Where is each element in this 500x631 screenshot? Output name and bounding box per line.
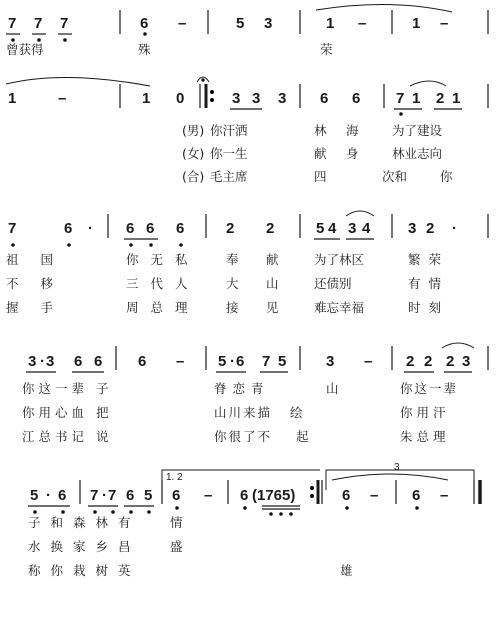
note: 6 [58, 487, 67, 504]
octave-dot [400, 113, 403, 116]
dash: – [364, 353, 373, 370]
notation-row [28, 462, 480, 515]
lyric: 你这一辈 [400, 381, 459, 396]
dot: · [88, 220, 93, 237]
octave-dot [346, 507, 349, 510]
lyric: 殊 [138, 42, 151, 57]
dash: – [440, 15, 449, 32]
note: 2 [266, 220, 275, 237]
lyric: 你很了不 [214, 429, 273, 444]
note: 6 [146, 220, 155, 237]
lyric: 绘 [290, 405, 303, 420]
note: 6 [64, 220, 73, 237]
system-5 [28, 462, 480, 578]
dash: – [58, 90, 67, 107]
notation-row [26, 343, 488, 372]
lyric: 你这一辈 [22, 381, 89, 396]
notation-row [6, 4, 488, 41]
system-3 [6, 211, 488, 315]
lyric: 林 [314, 123, 327, 138]
note: 7 [8, 15, 17, 32]
note: 7 [108, 487, 117, 504]
lyric: 身 [346, 146, 359, 161]
lyric-row-3 [182, 169, 453, 184]
dash: – [176, 353, 185, 370]
note: 6 [352, 90, 361, 107]
part-label: (合) [182, 169, 205, 184]
dot: · [452, 220, 457, 237]
system-1 [6, 4, 488, 57]
lyric-row-3 [6, 300, 449, 315]
lyric: 你无私 [126, 252, 200, 267]
note: 3 [28, 353, 37, 370]
tie-slur [6, 77, 150, 86]
dot: · [102, 487, 107, 504]
lyric: 还债别 [314, 276, 352, 291]
lyric: 不移 [6, 276, 76, 291]
lyric: 把 [96, 405, 109, 420]
lyric: 江总书记 [22, 429, 89, 444]
lyric-row-1 [6, 42, 333, 57]
dot: · [40, 353, 45, 370]
tie-slur [332, 474, 448, 480]
notation-row [6, 77, 488, 115]
lyric: 毛主席 [210, 169, 248, 184]
tie-slur [316, 4, 452, 12]
lyric: 祖国 [6, 252, 76, 267]
lyric: 见 [266, 300, 279, 315]
note: 5 [218, 353, 227, 370]
note: 6 [138, 353, 147, 370]
lyric: 水换家乡昌 [28, 539, 141, 554]
octave-dot [244, 507, 247, 510]
lyric: 曾获得 [6, 42, 44, 57]
note: 7 [8, 220, 17, 237]
note: 2 [406, 353, 415, 370]
note: 3 [348, 220, 357, 237]
lyric: 繁荣 [408, 252, 450, 267]
lyric: 称你栽树英 [28, 563, 141, 578]
lyric: 林业志向 [392, 146, 443, 161]
fermata-dot [202, 79, 204, 81]
note: 2 [426, 220, 435, 237]
note: 6 [412, 487, 421, 504]
lyric: 盛 [170, 539, 183, 554]
lyric: 为了建设 [392, 123, 443, 138]
lyric: 周总理 [126, 300, 200, 315]
note: 1 [326, 15, 335, 32]
lyric: 献 [266, 252, 279, 267]
octave-dot [12, 39, 15, 42]
volta-label: 1. 2 [166, 472, 183, 483]
lyric-row-1 [22, 381, 458, 396]
dash: – [370, 487, 379, 504]
dash: – [204, 487, 213, 504]
note: 5 [316, 220, 325, 237]
note: 3 [278, 90, 287, 107]
octave-dot [176, 507, 179, 510]
octave-dot [12, 244, 15, 247]
lyric: 三代人 [126, 276, 200, 291]
note: 3 [232, 90, 241, 107]
lyric: 时刻 [408, 300, 450, 315]
note: 7 [90, 487, 99, 504]
rest: 0 [176, 90, 185, 107]
note: 7 [262, 353, 271, 370]
note: 3 [462, 353, 471, 370]
part-label: (男) [182, 123, 205, 138]
tie-slur [346, 211, 374, 216]
lyric: 荣 [320, 42, 333, 57]
lyric: 为了林区 [314, 252, 365, 267]
note: 6 [342, 487, 351, 504]
note: 3 [408, 220, 417, 237]
note: 6 [176, 220, 185, 237]
octave-dot [280, 513, 283, 516]
repeat-dot [210, 98, 213, 101]
lyric-row-2 [182, 146, 442, 161]
system-2 [6, 77, 488, 184]
note: 1 [412, 15, 421, 32]
octave-dot [34, 511, 37, 514]
lyric-row-3 [22, 429, 450, 444]
octave-dot [130, 511, 133, 514]
note: 2 [436, 90, 445, 107]
note: 5 [30, 487, 39, 504]
repeat-dot [310, 486, 313, 489]
note: 3 [264, 15, 273, 32]
octave-dot [270, 513, 273, 516]
note: 6 [172, 487, 181, 504]
lyric-row-1 [182, 123, 443, 138]
lyric: 子和森林有 [28, 515, 141, 530]
lyric-row-2 [28, 539, 183, 554]
note: 4 [328, 220, 337, 237]
tie-slur [442, 343, 474, 348]
octave-dot [64, 39, 67, 42]
dash: – [358, 15, 367, 32]
note: 5 [278, 353, 287, 370]
lyric: 说 [96, 429, 109, 444]
dot: · [230, 353, 235, 370]
note: 2 [446, 353, 455, 370]
lyric: 握手 [6, 300, 76, 315]
note: 6 [320, 90, 329, 107]
lyric: 你一生 [210, 146, 248, 161]
octave-dot [94, 511, 97, 514]
note: 1 [412, 90, 421, 107]
octave-dot [180, 244, 183, 247]
lyric-row-3 [28, 563, 353, 578]
note: 6 [74, 353, 83, 370]
lyric: 起 [296, 429, 309, 444]
note: 1 [8, 90, 17, 107]
part-label: (女) [182, 146, 205, 161]
lyric: 接 [226, 300, 239, 315]
note: 7 [396, 90, 405, 107]
tie-slur [410, 81, 446, 86]
note: 3 [252, 90, 261, 107]
octave-dot [68, 244, 71, 247]
notation-row [8, 211, 488, 246]
lyric: 脊恋青 [214, 381, 270, 396]
note: 6 [236, 353, 245, 370]
lyric: 雄 [340, 563, 353, 578]
octave-dot [148, 511, 151, 514]
lyric: 朱总理 [400, 429, 450, 444]
lyric-row-1 [28, 515, 183, 530]
note: 1 [452, 90, 461, 107]
note: 6 [126, 487, 135, 504]
octave-dot [290, 513, 293, 516]
octave-dot [130, 244, 133, 247]
note: 2 [226, 220, 235, 237]
lyric: 山 [266, 276, 279, 291]
lyric-row-1 [6, 252, 449, 267]
dot: · [46, 487, 51, 504]
note: 5 [144, 487, 153, 504]
note: 7 [34, 15, 43, 32]
note: 3 [326, 353, 335, 370]
dash: – [178, 15, 187, 32]
lyric: 你汗洒 [210, 123, 248, 138]
note: 4 [362, 220, 371, 237]
volta-label: 3 [394, 462, 400, 473]
repeat-dot [310, 494, 313, 497]
lyric: 难忘幸福 [314, 300, 365, 315]
octave-dot [144, 33, 147, 36]
octave-dot [38, 39, 41, 42]
lyric: 子 [96, 381, 109, 396]
note: 6 [94, 353, 103, 370]
note: 2 [424, 353, 433, 370]
lyric: 四 [314, 169, 327, 184]
octave-dot [62, 511, 65, 514]
lyric: 有情 [408, 276, 450, 291]
lyric: 你用心血 [22, 405, 89, 420]
lyric: 你 [440, 169, 453, 184]
octave-dot [416, 507, 419, 510]
note-group: (1765) [252, 487, 296, 504]
lyric: 山川来描 [214, 405, 273, 420]
lyric: 你用汗 [400, 405, 450, 420]
octave-dot [150, 244, 153, 247]
note: 6 [140, 15, 149, 32]
lyric: 情 [170, 515, 183, 530]
dash: – [440, 487, 449, 504]
lyric: 海 [346, 123, 359, 138]
lyric: 次和 [382, 169, 408, 184]
note: 6 [240, 487, 249, 504]
octave-dot [112, 511, 115, 514]
note: 5 [236, 15, 245, 32]
repeat-dot [210, 90, 213, 93]
system-4 [22, 343, 488, 444]
lyric: 大 [226, 276, 239, 291]
lyric: 献 [314, 146, 327, 161]
note: 3 [46, 353, 55, 370]
note: 6 [126, 220, 135, 237]
note: 7 [60, 15, 69, 32]
lyric-row-2 [6, 276, 449, 291]
lyric: 山 [326, 381, 339, 396]
lyric: 奉 [226, 252, 239, 267]
lyric-row-2 [22, 405, 450, 420]
note: 1 [142, 90, 151, 107]
